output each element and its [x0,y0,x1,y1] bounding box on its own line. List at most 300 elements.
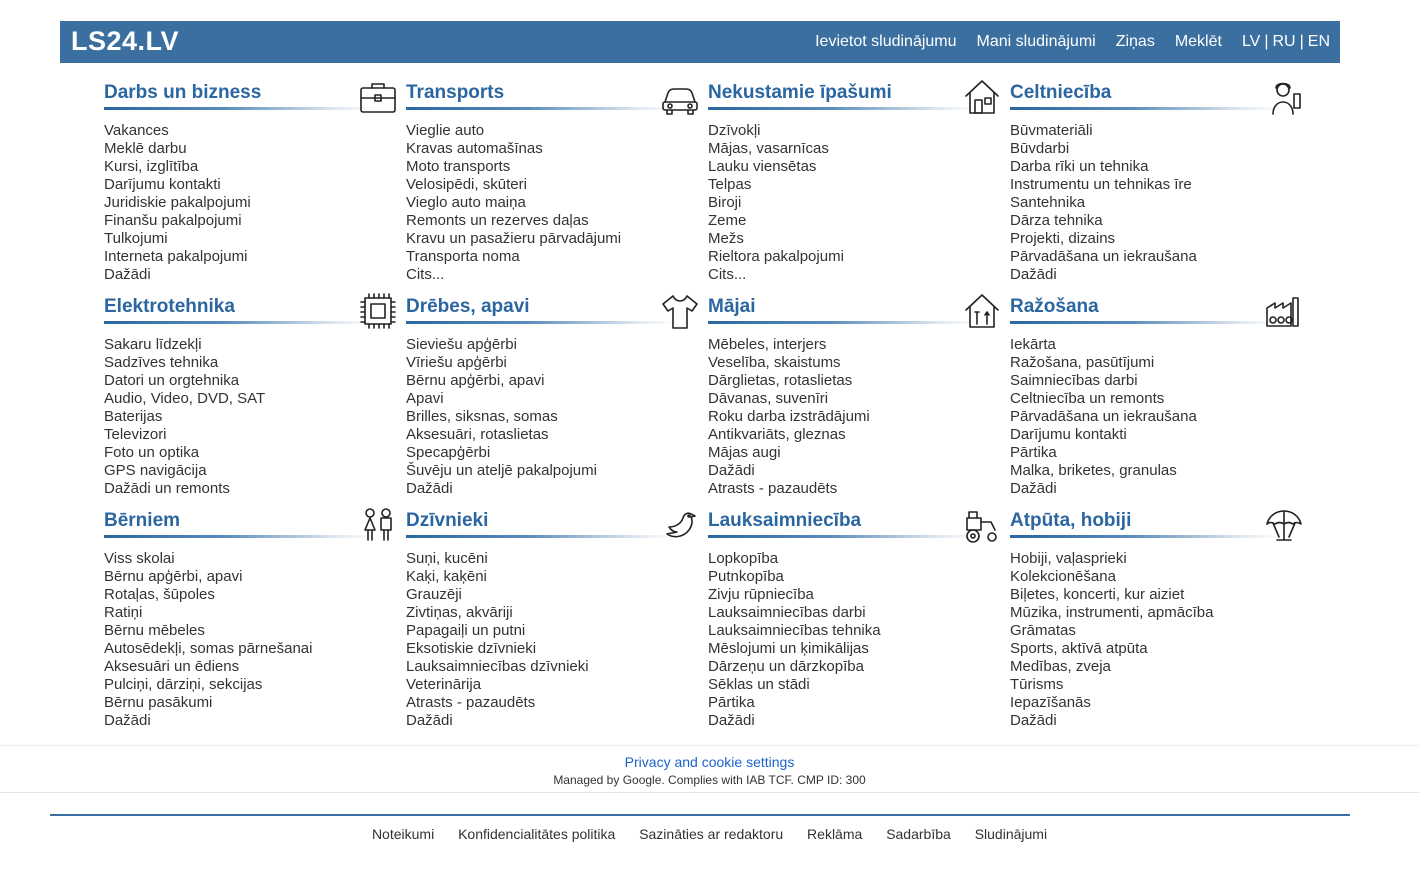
category-block [708,290,1008,498]
subcategory-link[interactable]: Bērnu apģērbi, apavi [406,372,545,389]
nav-news[interactable]: Ziņas [1115,33,1155,50]
subcategory-item [406,586,706,604]
subcategory-link[interactable]: Lauku viensētas [708,158,817,175]
cmp-banner [0,745,1419,793]
subcategory-link[interactable]: Interneta pakalpojumi [104,248,248,265]
subcategory-item [1010,444,1310,462]
subcategory-item [406,622,706,640]
subcategory-link[interactable]: Pārvadāšana un iekraušana [1010,248,1197,265]
subcategory-item [1010,462,1310,480]
subcategory-link[interactable]: Foto un optika [104,444,200,461]
subcategory-item [708,354,1008,372]
subcategory-link[interactable]: Cits... [708,266,747,283]
car-icon [659,76,701,118]
subcategory-link[interactable]: Ratiņi [104,604,143,621]
subcategory-item [406,212,706,230]
subcategory-item [406,408,706,426]
subcategory-list [1010,550,1310,730]
subcategory-item [708,122,1008,140]
subcategory-item [1010,390,1310,408]
subcategory-link[interactable]: Dāvanas, suvenīri [708,390,829,407]
subcategory-item [708,158,1008,176]
subcategory-item [104,480,404,498]
category-header [708,504,1008,538]
subcategory-list [406,336,706,498]
category-block [406,76,706,284]
subcategory-item [708,426,1008,444]
subcategory-link[interactable]: Pārvadāšana un iekraušana [1010,408,1197,425]
subcategory-link[interactable]: Dārza tehnika [1010,212,1103,229]
subcategory-item [104,640,404,658]
subcategory-item [406,640,706,658]
subcategory-link[interactable]: Remonts un rezerves daļas [406,212,589,229]
subcategory-link[interactable]: Biroji [708,194,742,211]
subcategory-link[interactable]: Specapģērbi [406,444,491,461]
subcategory-link[interactable]: Papagaiļi un putni [406,622,526,639]
subcategory-item [1010,712,1310,730]
subcategory-link[interactable]: Zivju rūpniecība [708,586,814,603]
subcategory-link[interactable]: Dažādi [1010,712,1057,729]
subcategory-item [1010,194,1310,212]
subcategory-item [104,694,404,712]
subcategory-item [406,390,706,408]
nav-search[interactable]: Meklēt [1174,33,1222,50]
subcategory-item [104,586,404,604]
subcategory-link[interactable]: Medības, zveja [1010,658,1111,675]
umbrella-icon [1263,504,1305,546]
subcategory-item [104,122,404,140]
tshirt-icon [659,290,701,332]
subcategory-item [708,390,1008,408]
subcategory-item [104,266,404,284]
subcategory-item [406,462,706,480]
bird-icon [659,504,701,546]
category-title[interactable]: Dzīvnieki [406,510,489,531]
subcategory-item [1010,230,1310,248]
subcategory-link[interactable]: Bērnu mēbeles [104,622,205,639]
subcategory-link[interactable]: Pārtika [1010,444,1057,461]
subcategory-link[interactable]: Dažādi [406,712,453,729]
subcategory-link[interactable]: Apavi [406,390,444,407]
subcategory-item [1010,372,1310,390]
subcategory-item [104,426,404,444]
subcategory-link[interactable]: Finanšu pakalpojumi [104,212,242,229]
subcategory-item [104,390,404,408]
category-underline [708,321,978,324]
subcategory-link[interactable]: Aksesuāri, rotaslietas [406,426,549,443]
subcategory-item [406,140,706,158]
category-underline [406,535,676,538]
subcategory-link[interactable]: Sadzīves tehnika [104,354,219,371]
subcategory-item [1010,122,1310,140]
subcategory-item [104,372,404,390]
subcategory-link[interactable]: Kravu un pasažieru pārvadājumi [406,230,622,247]
subcategory-item [104,230,404,248]
subcategory-link[interactable]: Dažādi [1010,266,1057,283]
subcategory-link[interactable]: Dzīvokļi [708,122,761,139]
category-header [104,76,404,110]
subcategory-link[interactable]: Zeme [708,212,747,229]
category-title[interactable]: Nekustamie īpašumi [708,82,892,103]
subcategory-item [708,194,1008,212]
site-header [60,21,1340,63]
subcategory-link[interactable]: Dažādi [1010,480,1057,497]
subcategory-item [104,658,404,676]
subcategory-item [406,676,706,694]
subcategory-item [708,622,1008,640]
nav-my-ads[interactable]: Mani sludinājumi [976,33,1096,50]
subcategory-list [104,336,404,498]
subcategory-link[interactable]: Roku darba izstrādājumi [708,408,870,425]
subcategory-link[interactable]: Viss skolai [104,550,175,567]
subcategory-link[interactable]: Meklē darbu [104,140,187,157]
subcategory-link[interactable]: Instrumentu un tehnikas īre [1010,176,1192,193]
subcategory-item [104,712,404,730]
subcategory-item [1010,676,1310,694]
footer-link-cooperation[interactable]: Sadarbība [886,826,951,842]
footer-link-privacy[interactable]: Konfidencialitātes politika [458,826,616,842]
subcategory-item [708,336,1008,354]
subcategory-link[interactable]: Lauksaimniecības tehnika [708,622,881,639]
subcategory-link[interactable]: Dažādi [104,266,151,283]
site-logo[interactable]: LS24.LV [71,26,180,56]
category-header [406,290,706,324]
cmp-note: Managed by Google. Complies with IAB TCF. CMP ID: 300 [553,773,866,787]
subcategory-link[interactable]: Vieglie auto [406,122,485,139]
subcategory-link[interactable]: Pārtika [708,694,755,711]
subcategory-link[interactable]: Rieltora pakalpojumi [708,248,844,265]
subcategory-link[interactable]: Atrasts - pazaudēts [406,694,536,711]
subcategory-link[interactable]: Dažādi [406,480,453,497]
footer-link-advertising[interactable]: Reklāma [807,826,863,842]
subcategory-link[interactable]: Kravas automašīnas [406,140,543,157]
subcategory-item [708,408,1008,426]
lang-lv[interactable]: LV [1241,33,1261,50]
children-icon [357,504,399,546]
subcategory-item [406,604,706,622]
subcategory-item [406,568,706,586]
subcategory-item [104,462,404,480]
subcategory-link[interactable]: Baterijas [104,408,163,425]
subcategory-item [406,122,706,140]
subcategory-link[interactable]: Lauksaimniecības darbi [708,604,866,621]
subcategory-link[interactable]: Zivtiņas, akvāriji [406,604,513,621]
subcategory-list [406,550,706,730]
subcategory-item [406,426,706,444]
subcategory-link[interactable]: Šuvēju un ateljē pakalpojumi [406,462,597,479]
subcategory-link[interactable]: Mēbeles, interjers [708,336,827,353]
subcategory-link[interactable]: Mēslojumi un ķimikālijas [708,640,869,657]
subcategory-link[interactable]: Grāmatas [1010,622,1076,639]
subcategory-item [406,248,706,266]
subcategory-link[interactable]: Mājas, vasarnīcas [708,140,829,157]
subcategory-link[interactable]: Santehnika [1010,194,1086,211]
subcategory-item [406,158,706,176]
subcategory-link[interactable]: Kaķi, kaķēni [406,568,487,585]
category-title[interactable]: Drēbes, apavi [406,296,530,317]
subcategory-item [104,140,404,158]
subcategory-item [708,712,1008,730]
subcategory-item [708,230,1008,248]
subcategory-item [104,354,404,372]
subcategory-item [1010,248,1310,266]
subcategory-link[interactable]: Hobiji, vaļasprieki [1010,550,1127,567]
subcategory-link[interactable]: Iepazīšanās [1010,694,1091,711]
category-underline [104,107,374,110]
subcategory-link[interactable]: Atrasts - pazaudēts [708,480,838,497]
briefcase-icon [357,76,399,118]
subcategory-list [1010,122,1310,284]
subcategory-link[interactable]: Grauzēji [406,586,462,603]
subcategory-item [406,336,706,354]
subcategory-item [1010,550,1310,568]
subcategory-item [104,158,404,176]
subcategory-item [104,622,404,640]
subcategory-link[interactable]: Moto transports [406,158,511,175]
subcategory-link[interactable]: Dažādi un remonts [104,480,230,497]
subcategory-link[interactable]: Biļetes, koncerti, kur aiziet [1010,586,1185,603]
subcategory-item [104,194,404,212]
subcategory-item [1010,426,1310,444]
subcategory-link[interactable]: Veselība, skaistums [708,354,841,371]
subcategory-link[interactable]: Datori un orgtehnika [104,372,240,389]
subcategory-link[interactable]: Malka, briketes, granulas [1010,462,1177,479]
category-header [708,290,1008,324]
subcategory-item [406,354,706,372]
subcategory-item [1010,622,1310,640]
category-title[interactable]: Lauksaimniecība [708,510,862,531]
subcategory-list [1010,336,1310,498]
subcategory-item [406,480,706,498]
subcategory-link[interactable]: Eksotiskie dzīvnieki [406,640,537,657]
subcategory-item [1010,586,1310,604]
subcategory-item [104,248,404,266]
nav-post-ad[interactable]: Ievietot sludinājumu [815,33,957,50]
subcategory-link[interactable]: Brilles, siksnas, somas [406,408,558,425]
subcategory-link[interactable]: Dažādi [708,462,755,479]
lang-ru[interactable]: RU [1272,33,1296,50]
footer-divider [50,814,1350,816]
subcategory-link[interactable]: Būvdarbi [1010,140,1070,157]
subcategory-item [1010,640,1310,658]
subcategory-link[interactable]: Mežs [708,230,744,247]
tractor-icon [961,504,1003,546]
subcategory-link[interactable]: Tūrisms [1010,676,1064,693]
subcategory-item [708,212,1008,230]
subcategory-link[interactable]: Sēklas un stādi [708,676,810,693]
subcategory-item [708,248,1008,266]
subcategory-item [104,676,404,694]
subcategory-link[interactable]: Darījumu kontakti [1010,426,1127,443]
chip-icon [357,290,399,332]
category-title[interactable]: Celtniecība [1010,82,1112,103]
subcategory-link[interactable]: Darījumu kontakti [104,176,221,193]
subcategory-link[interactable]: Kursi, izglītība [104,158,199,175]
category-header [406,504,706,538]
subcategory-link[interactable]: Lauksaimniecības dzīvnieki [406,658,589,675]
category-header [104,290,404,324]
subcategory-link[interactable]: Mūzika, instrumenti, apmācība [1010,604,1214,621]
category-block [708,504,1008,730]
subcategory-item [104,176,404,194]
subcategory-item [708,480,1008,498]
subcategory-link[interactable]: Vīriešu apģērbi [406,354,507,371]
subcategory-link[interactable]: Cits... [406,266,445,283]
subcategory-link[interactable]: Antikvariāts, gleznas [708,426,846,443]
subcategory-item [104,568,404,586]
subcategory-link[interactable]: Dārzeņu un dārzkopība [708,658,864,675]
language-switcher [1242,33,1330,51]
category-block [406,290,706,498]
lang-separator: | [1264,33,1269,50]
subcategory-link[interactable]: Lopkopība [708,550,779,567]
subcategory-item [1010,568,1310,586]
subcategory-link[interactable]: Sieviešu apģērbi [406,336,517,353]
subcategory-link[interactable]: Sakaru līdzekļi [104,336,202,353]
category-title[interactable]: Atpūta, hobiji [1010,510,1132,531]
subcategory-item [708,444,1008,462]
subcategory-link[interactable]: Vieglo auto maiņa [406,194,526,211]
subcategory-link[interactable]: Tulkojumi [104,230,168,247]
category-underline [1010,107,1280,110]
category-title[interactable]: Ražošana [1010,296,1099,317]
subcategory-link[interactable]: Celtniecība un remonts [1010,390,1165,407]
category-header [1010,504,1310,538]
subcategory-link[interactable]: Ražošana, pasūtījumi [1010,354,1155,371]
category-underline [104,535,374,538]
home-tools-icon [961,290,1003,332]
footer-nav [0,826,1419,842]
subcategory-link[interactable]: Projekti, dizains [1010,230,1116,247]
subcategory-item [406,266,706,284]
category-title[interactable]: Transports [406,82,505,103]
subcategory-item [708,658,1008,676]
footer-link-contact[interactable]: Sazināties ar redaktoru [639,826,784,842]
category-underline [104,321,374,324]
category-underline [406,107,676,110]
subcategory-link[interactable]: Suņi, kucēni [406,550,488,567]
category-underline [1010,321,1280,324]
subcategory-link[interactable]: Dažādi [708,712,755,729]
subcategory-item [406,176,706,194]
subcategory-link[interactable]: Dārglietas, rotaslietas [708,372,853,389]
subcategory-link[interactable]: Juridiskie pakalpojumi [104,194,251,211]
main-nav [795,33,1330,51]
category-block [708,76,1008,284]
factory-icon [1263,290,1305,332]
footer-link-ads[interactable]: Sludinājumi [974,826,1048,842]
subcategory-link[interactable]: Veterinārija [406,676,482,693]
subcategory-item [406,694,706,712]
category-block [104,504,404,730]
subcategory-item [406,372,706,390]
category-block [1010,76,1310,284]
subcategory-link[interactable]: Mājas augi [708,444,781,461]
subcategory-link[interactable]: Darba rīki un tehnika [1010,158,1149,175]
subcategory-item [1010,354,1310,372]
category-underline [708,535,978,538]
subcategory-link[interactable]: GPS navigācija [104,462,207,479]
subcategory-link[interactable]: Velosipēdi, skūteri [406,176,527,193]
category-block [1010,504,1310,730]
subcategory-item [708,372,1008,390]
subcategory-link[interactable]: Iekārta [1010,336,1056,353]
subcategory-item [1010,140,1310,158]
category-block [1010,290,1310,498]
subcategory-link[interactable]: Bērnu pasākumi [104,694,213,711]
subcategory-item [406,194,706,212]
footer-link-terms[interactable]: Noteikumi [371,826,435,842]
subcategory-item [406,230,706,248]
subcategory-item [708,266,1008,284]
subcategory-item [406,444,706,462]
subcategory-link[interactable]: Kolekcionēšana [1010,568,1116,585]
category-header [708,76,1008,110]
subcategory-item [1010,336,1310,354]
category-title[interactable]: Mājai [708,296,756,317]
subcategory-item [708,176,1008,194]
subcategory-link[interactable]: Autosēdekļi, somas pārnešanai [104,640,313,657]
subcategory-item [104,212,404,230]
category-header [406,76,706,110]
subcategory-link[interactable]: Audio, Video, DVD, SAT [104,390,266,407]
subcategory-item [708,676,1008,694]
subcategory-item [708,586,1008,604]
subcategory-link[interactable]: Saimniecības darbi [1010,372,1138,389]
subcategory-item [708,462,1008,480]
subcategory-link[interactable]: Aksesuāri un ēdiens [104,658,240,675]
category-title[interactable]: Darbs un bizness [104,82,262,103]
house-icon [961,76,1003,118]
subcategory-link[interactable]: Bērnu apģērbi, apavi [104,568,243,585]
subcategory-item [1010,658,1310,676]
subcategory-item [1010,604,1310,622]
category-title[interactable]: Elektrotehnika [104,296,235,317]
subcategory-item [104,336,404,354]
subcategory-item [708,694,1008,712]
subcategory-item [708,604,1008,622]
category-underline [406,321,676,324]
category-header [104,504,404,538]
privacy-settings-link[interactable]: Privacy and cookie settings [624,754,795,770]
subcategory-item [406,658,706,676]
subcategory-link[interactable]: Dažādi [104,712,151,729]
subcategory-link[interactable]: Sports, aktīvā atpūta [1010,640,1148,657]
subcategory-link[interactable]: Telpas [708,176,752,193]
category-header [1010,290,1310,324]
subcategory-item [1010,176,1310,194]
subcategory-item [708,140,1008,158]
subcategory-item [104,550,404,568]
category-underline [708,107,978,110]
subcategory-link[interactable]: Būvmateriāli [1010,122,1093,139]
subcategory-link[interactable]: Transporta noma [406,248,520,265]
subcategory-link[interactable]: Rotaļas, šūpoles [104,586,215,603]
category-title[interactable]: Bērniem [104,510,181,531]
subcategory-link[interactable]: Vakances [104,122,169,139]
subcategory-link[interactable]: Putnkopība [708,568,784,585]
subcategory-link[interactable]: Pulciņi, dārziņi, sekcijas [104,676,263,693]
subcategory-list [406,122,706,284]
subcategory-item [708,568,1008,586]
subcategory-item [1010,158,1310,176]
subcategory-list [708,550,1008,730]
subcategory-item [104,408,404,426]
lang-en[interactable]: EN [1307,33,1330,50]
category-block [104,76,404,284]
subcategory-link[interactable]: Televizori [104,426,167,443]
category-block [406,504,706,730]
